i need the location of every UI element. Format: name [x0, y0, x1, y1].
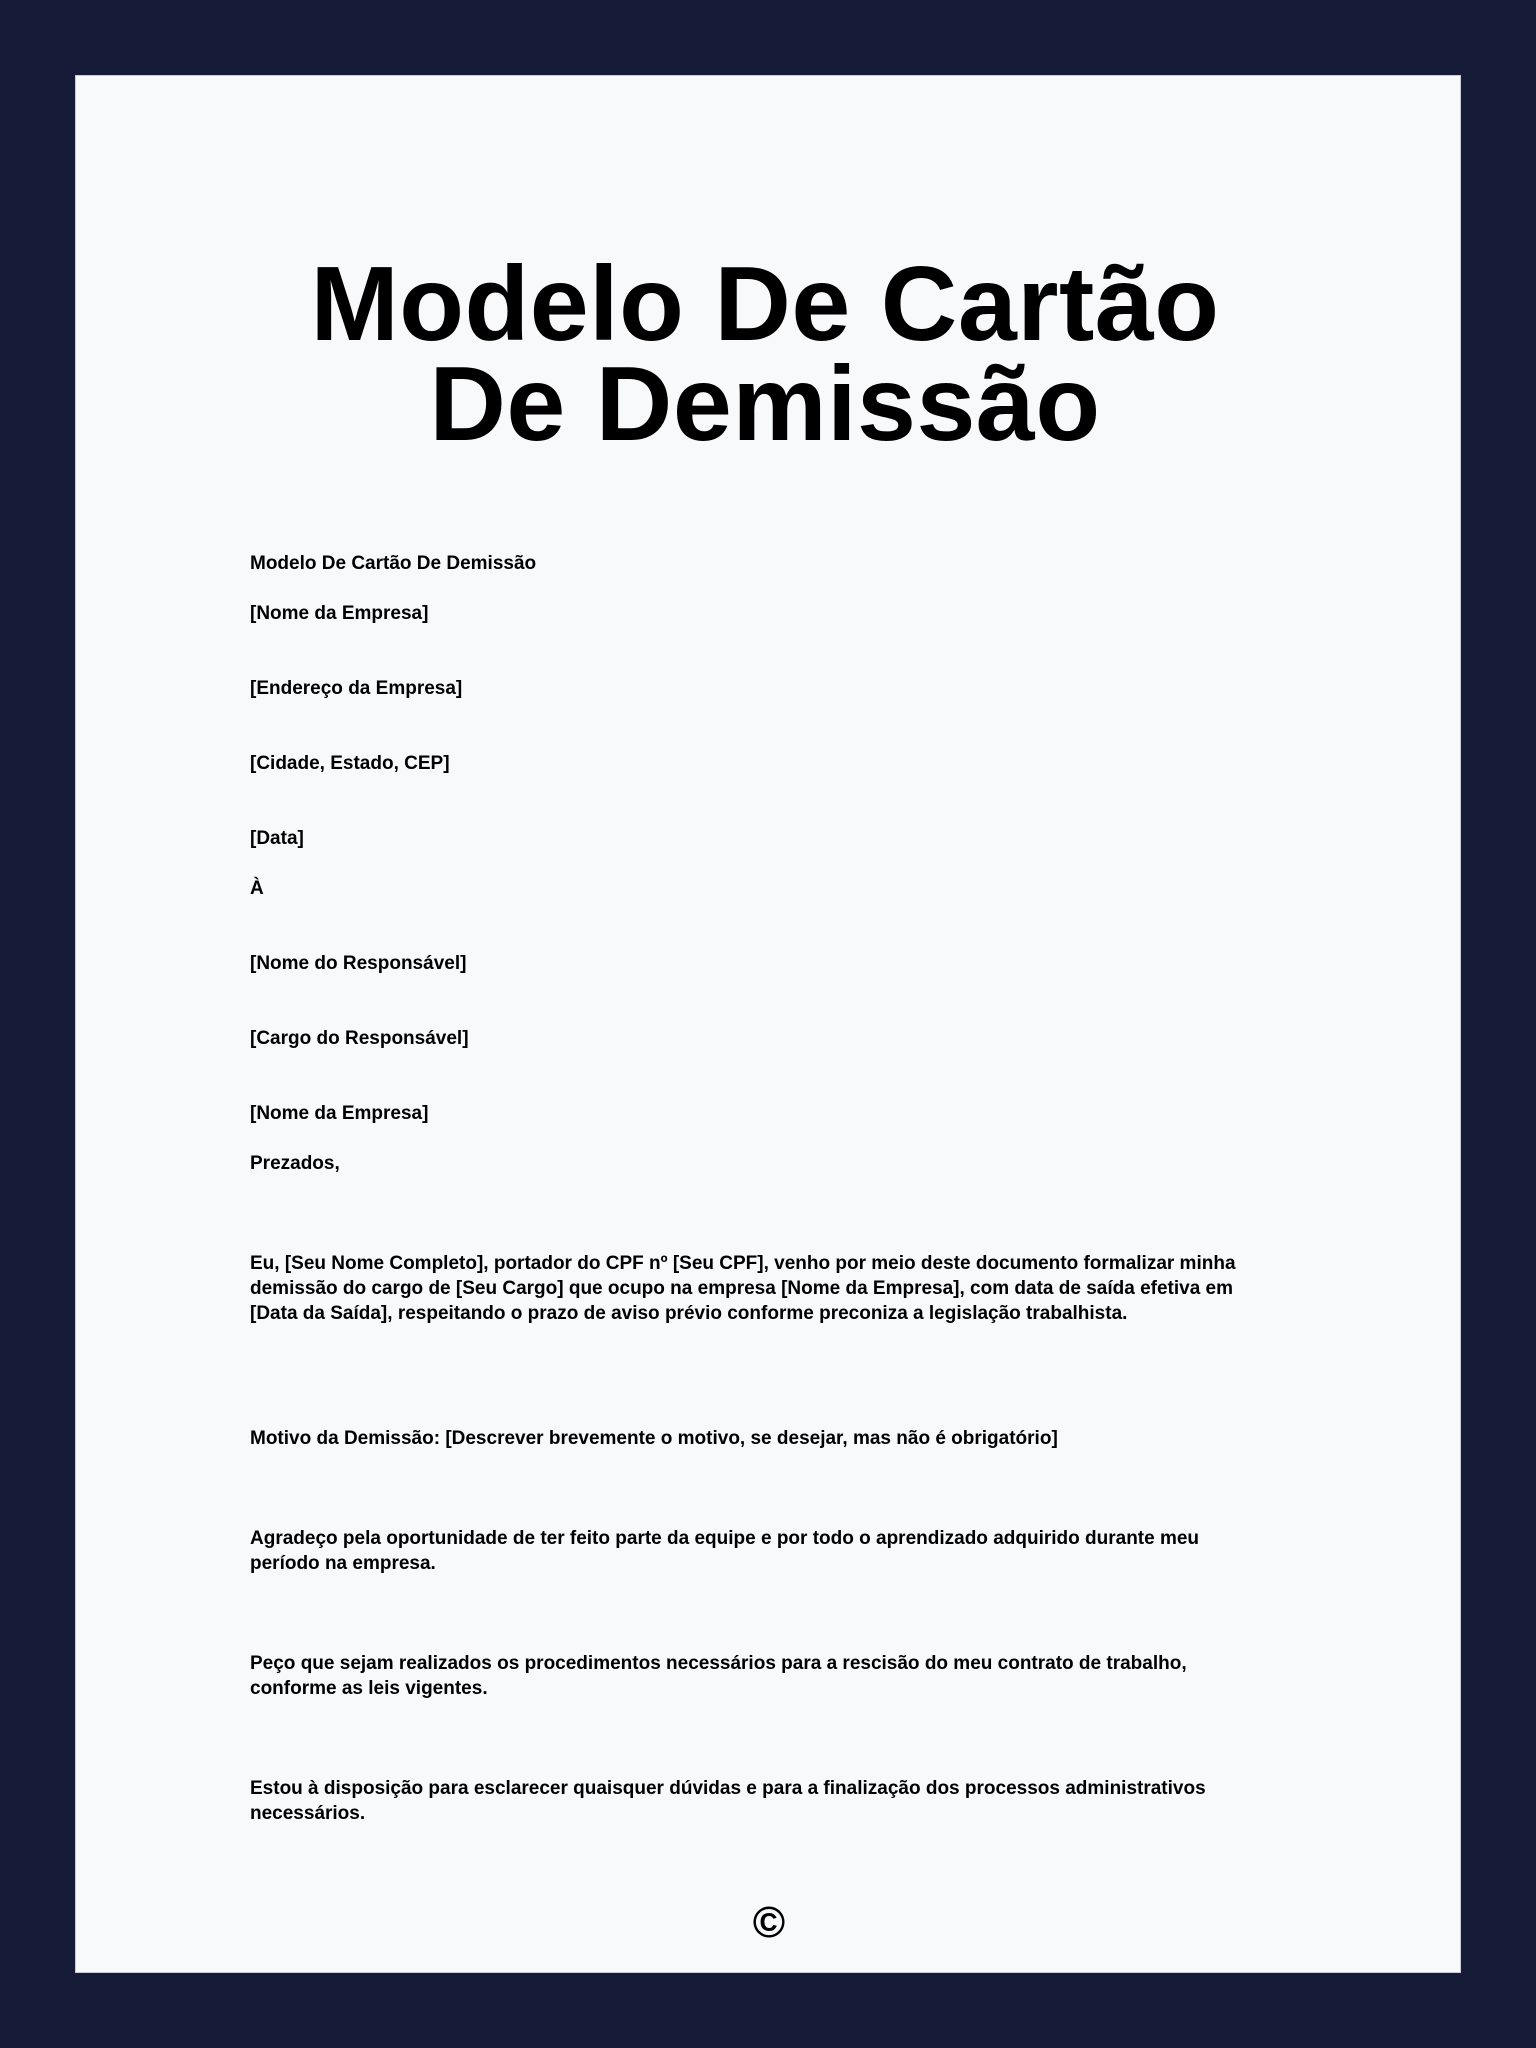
body-paragraph-reason: Motivo da Demissão: [Descrever brevemente o motivo, se desejar, mas não é obrigatório] [250, 1428, 1058, 1449]
company-name-line: [Nome da Empresa] [250, 603, 429, 624]
company-address-line: [Endereço da Empresa] [250, 678, 463, 699]
city-state-zip-line: [Cidade, Estado, CEP] [250, 753, 450, 774]
document-page [75, 75, 1461, 1973]
header-title-line: Modelo De Cartão De Demissão [250, 553, 537, 574]
recipient-prefix-line: À [250, 878, 264, 899]
body-paragraph-procedures: Peço que sejam realizados os procedimentos necessários para a rescisão do meu contrato de trabalho, conforme as leis vigentes. [250, 1653, 1187, 1699]
copyright-icon: © [752, 1898, 786, 1947]
body-paragraph-resignation: Eu, [Seu Nome Completo], portador do CPF nº [Seu CPF], venho por meio deste documento formalizar minha demissão do cargo de [Seu Cargo] que ocupo na empresa [Nome da Empresa], com data de saída efetiva em [Data da Saída], respeitando o prazo de aviso prévio conforme preconiza a legislação trabalhista. [250, 1253, 1236, 1324]
body-paragraph-availability: Estou à disposição para esclarecer quaisquer dúvidas e para a finalização dos processos administrativos necessários. [250, 1778, 1206, 1824]
body-paragraph-thanks: Agradeço pela oportunidade de ter feito parte da equipe e por todo o aprendizado adquirido durante meu período na empresa. [250, 1528, 1200, 1574]
document-title: Modelo De Cartão De Demissão [310, 245, 1220, 463]
salutation-line: Prezados, [250, 1153, 340, 1174]
date-line: [Data] [250, 828, 304, 849]
recipient-company-line: [Nome da Empresa] [250, 1103, 429, 1124]
recipient-name-line: [Nome do Responsável] [250, 953, 467, 974]
recipient-title-line: [Cargo do Responsável] [250, 1028, 469, 1049]
